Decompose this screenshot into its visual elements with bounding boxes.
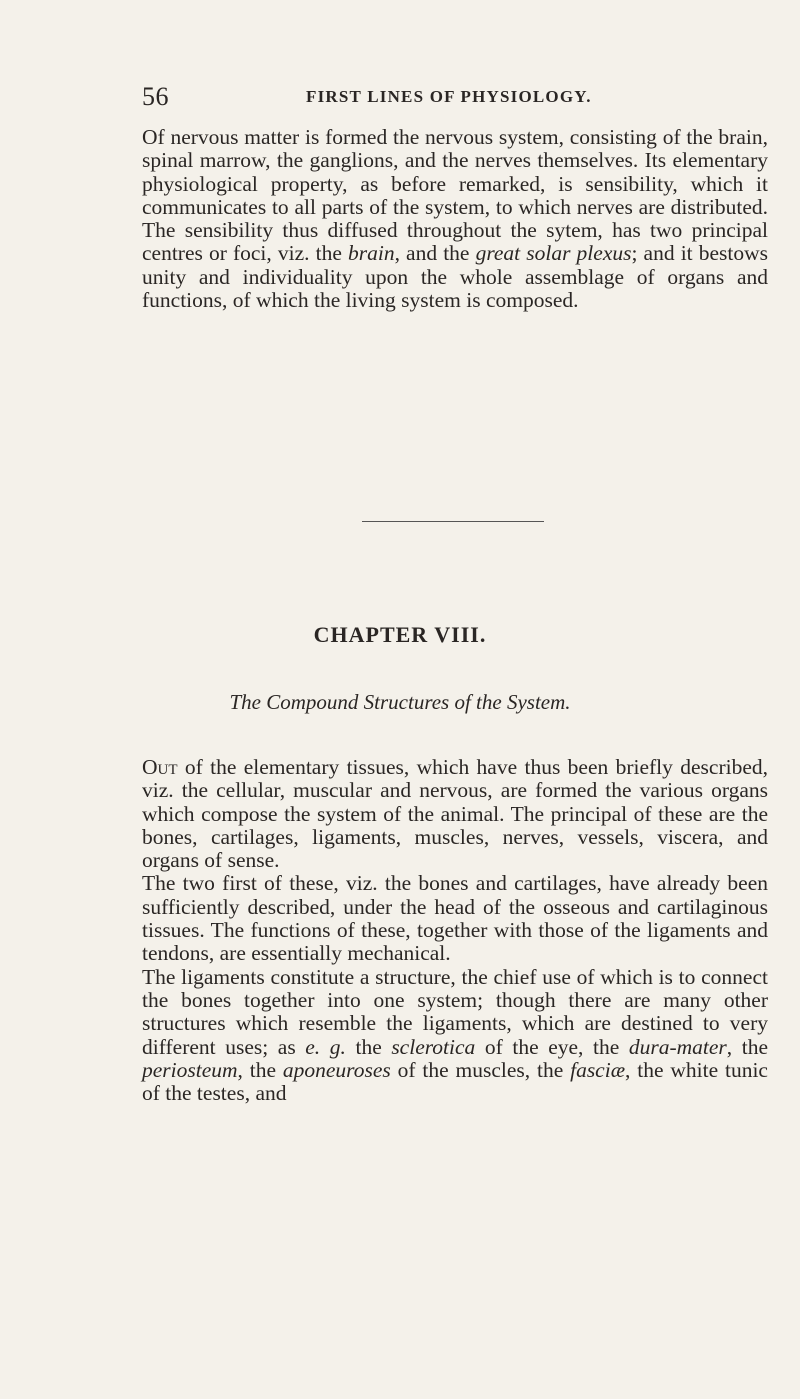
- p3-text-g: , the white tunic of the testes, and: [142, 1057, 768, 1106]
- paragraph-3: [142, 966, 768, 1106]
- intro-paragraph: [142, 126, 768, 312]
- paragraph-1-text: of the elementary tissues, which have thus been briefly described, viz. the cellular, muscular and nervous, are formed the various organs which compose the system of the animal. The principal of these are the bones, cartilages, ligaments, muscles, nerves, vessels, viscera, and organs of sense.: [142, 755, 768, 873]
- p3-text-e: , the: [237, 1057, 283, 1082]
- intro-text-1: Of nervous matter is formed the nervous system, consisting of the brain, spinal marrow, the ganglions, and the nerves themselves. Its elementary physiological property, as before remarked, is sensibility, which it communicates to all parts of the system, to which nerves are distributed. The sensibility thus diffused throughout the sytem, has two principal centres or foci, viz. the: [142, 125, 768, 266]
- running-title: FIRST LINES OF PHYSIOLOGY.: [306, 87, 592, 106]
- term-brain: brain: [347, 241, 395, 266]
- p3-text-a: The ligaments constitute a structure, the chief use of which is to connect the bones together into one system; though there are many other structures which resemble the ligaments, which are destined to very different uses; as: [142, 964, 768, 1059]
- page-header: [142, 82, 768, 114]
- intro-text-3: ; and it bestows unity and individuality upon the whole assemblage of organs and functions, of which the living system is composed.: [142, 241, 769, 313]
- term-dura-mater: dura-mater: [628, 1034, 727, 1059]
- term-solar-plexus: great solar plexus: [475, 241, 632, 266]
- term-periosteum: periosteum: [142, 1057, 238, 1082]
- term-fasciae: fasciæ: [570, 1057, 626, 1082]
- p3-text-c: of the eye, the: [475, 1034, 629, 1059]
- p3-text-f: of the muscles, the: [390, 1057, 571, 1082]
- abbr-eg: e. g.: [305, 1034, 346, 1059]
- chapter-subtitle: The Compound Structures of the System.: [229, 690, 571, 714]
- p3-text-b: the: [345, 1034, 392, 1059]
- chapter-heading: CHAPTER VIII.: [313, 622, 487, 647]
- term-aponeuroses: aponeuroses: [282, 1057, 391, 1082]
- intro-text-2: , and the: [394, 241, 476, 266]
- section-divider: [362, 521, 544, 522]
- chapter-text-block: [142, 756, 768, 1105]
- p3-text-d: , the: [726, 1034, 768, 1059]
- intro-text-block: [142, 126, 768, 312]
- paragraph-2: The two first of these, viz. the bones and cartilages, have already been sufficiently described, under the head of the osseous and cartilaginous tissues. The functions of these, together with those of the ligaments and tendons, are essentially mechanical.: [142, 871, 768, 966]
- paragraph-1: [142, 756, 768, 872]
- term-sclerotica: sclerotica: [391, 1034, 476, 1059]
- opening-word: Out: [142, 755, 178, 779]
- page-number: 56: [142, 82, 169, 111]
